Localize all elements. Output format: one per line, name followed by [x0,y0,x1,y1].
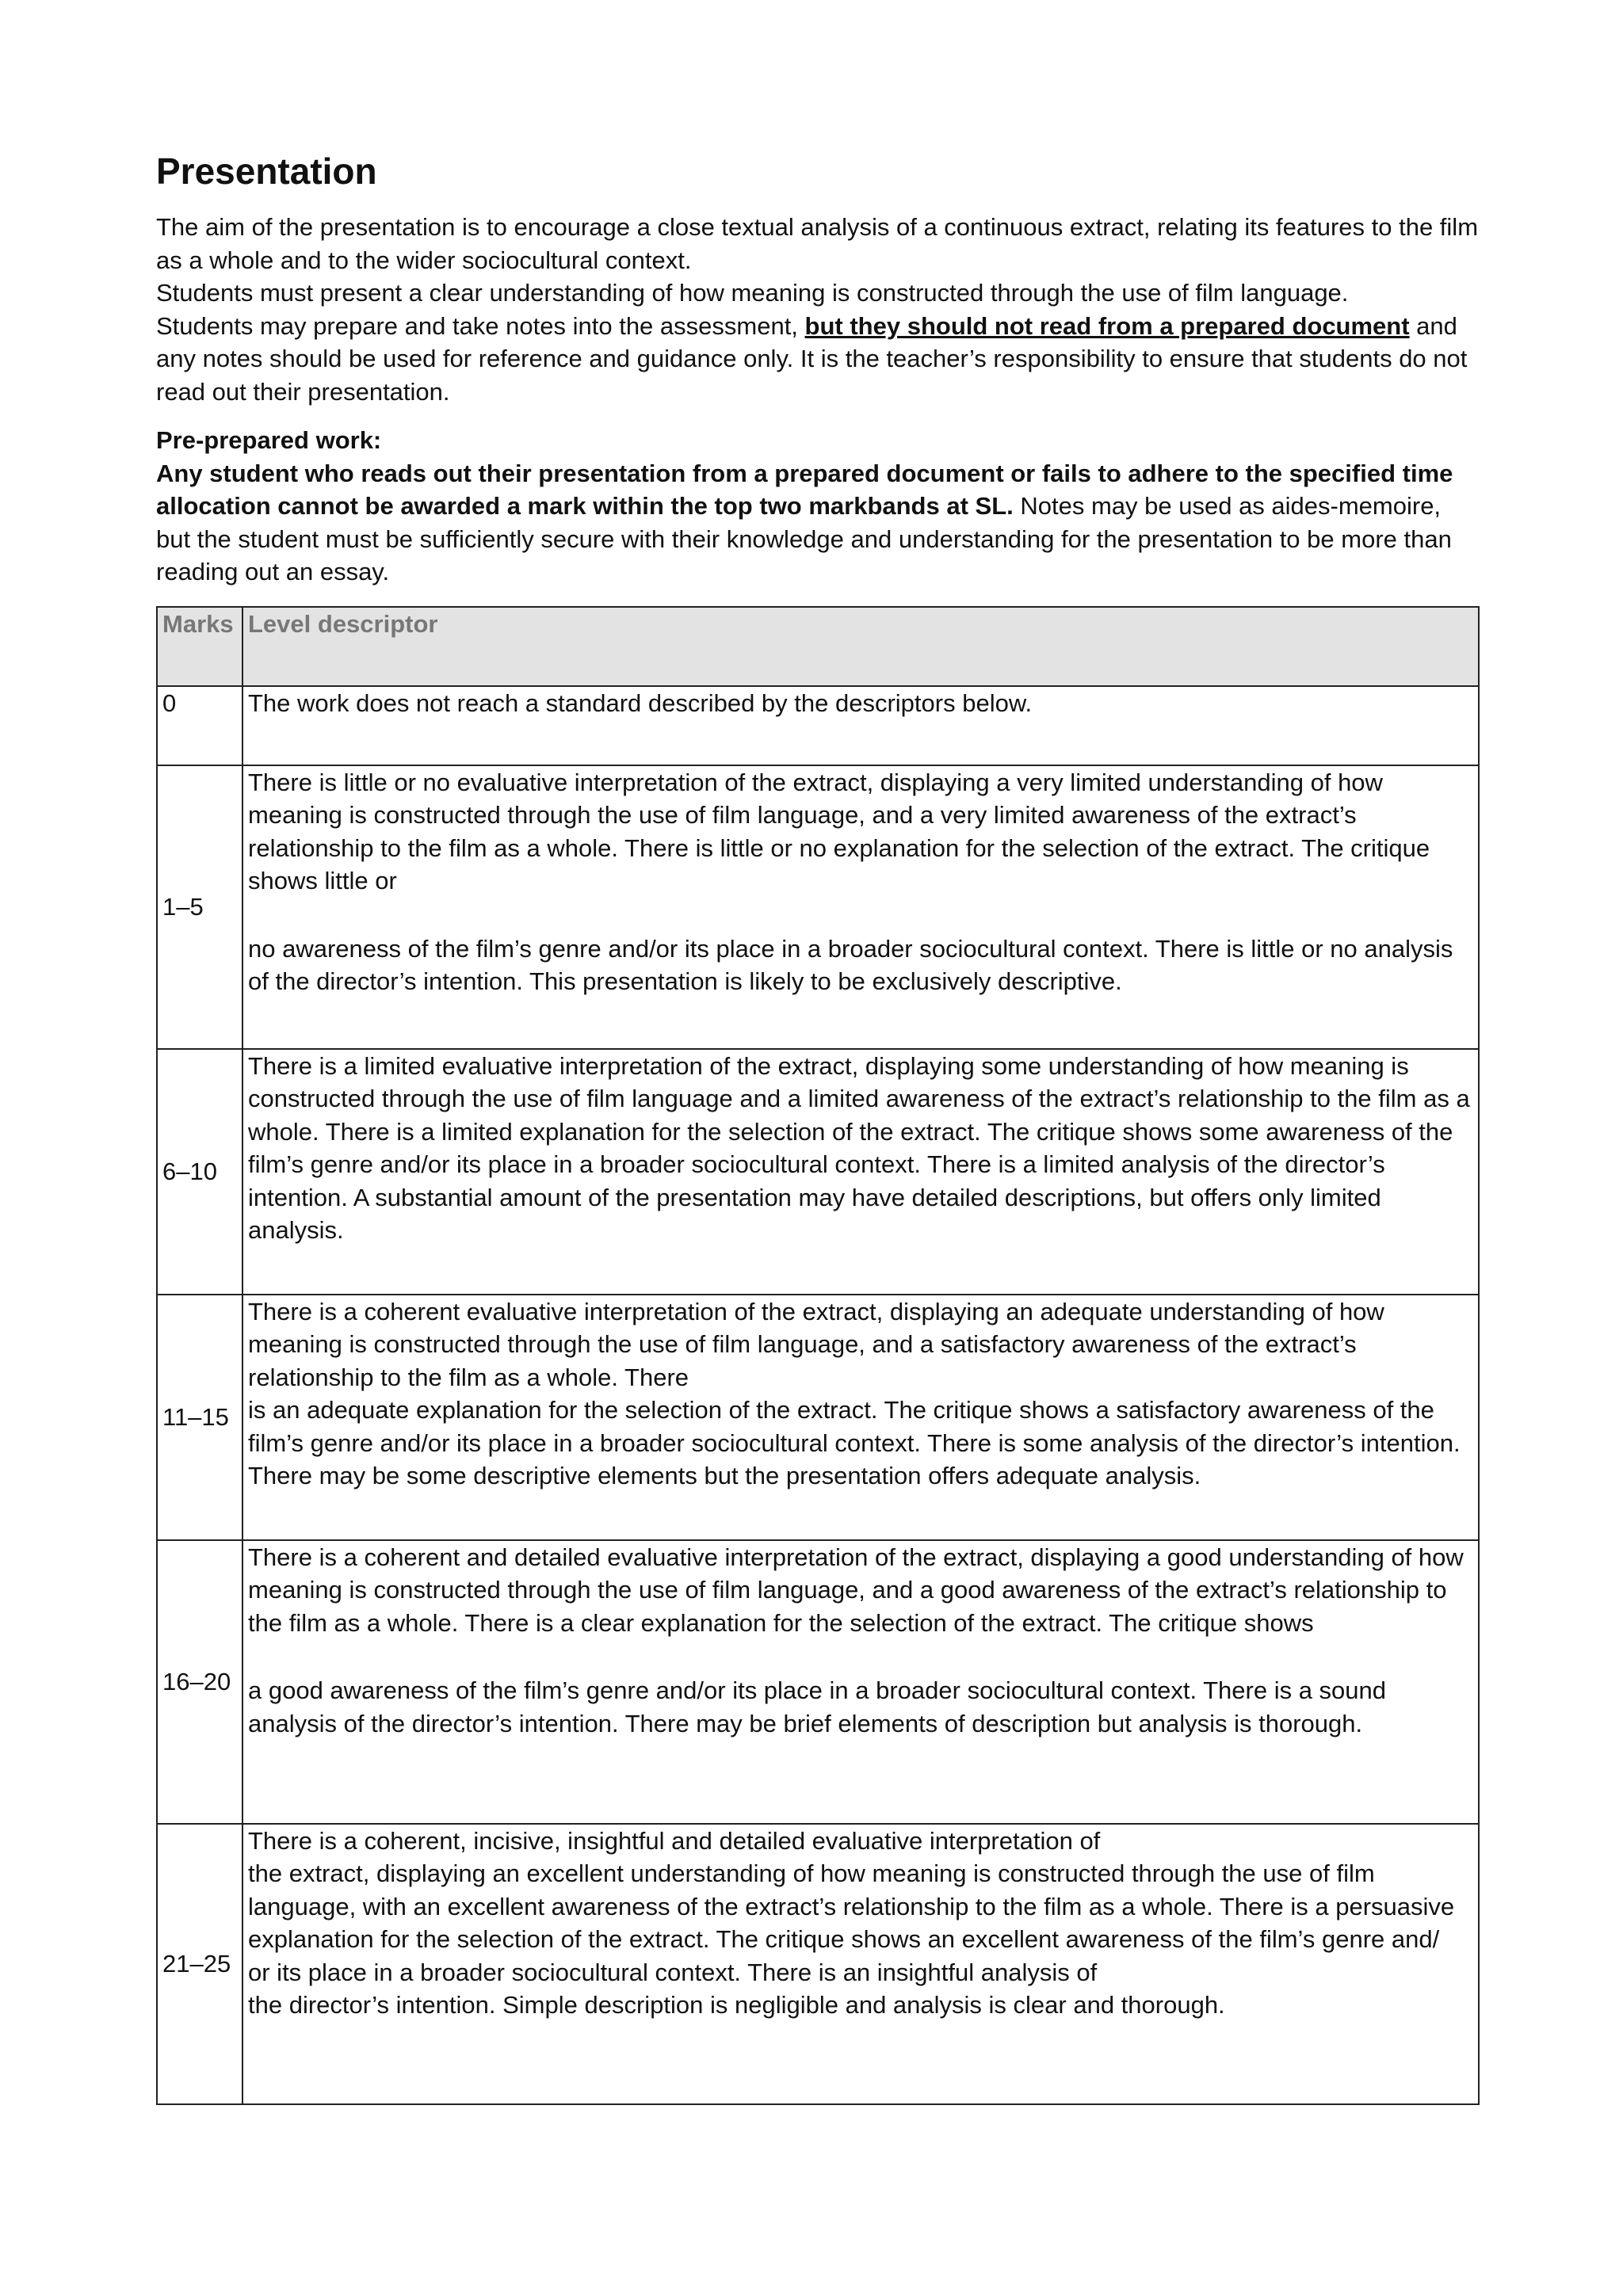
table-row [157,1824,1479,2104]
preprepared-bold-text: Any student who reads out their presentation from a prepared document or fails to adhere to the specified time allocation cannot be awarded a mark within the top two markbands at SL. [156,459,1453,520]
descriptor-cell: There is a limited evaluative interpretation of the extract, displaying some understanding of how meaning is constructed through the use of film language and a limited awareness of the extract’s relationship to the film as a whole. There is a limited explanation for the selection of the extract. The critique shows some awareness of the film’s genre and/or its place in a broader sociocultural context. There is a limited analysis of the director’s intention. A substantial amount of the presentation may have detailed descriptions, but offers only limited analysis. [242,1049,1479,1295]
marks-cell: 1–5 [157,765,242,1049]
markband-table [156,606,1480,2105]
intro-p3-end: and any notes should be used for reference and guidance only. It is the teacher’s responsibility to ensure that students do not read out their presentation. [156,311,1468,406]
descriptor-text-a: There is a coherent and detailed evaluative interpretation of the extract, displaying a good understanding of how meaning is constructed through the use of film language, and a good awareness of the extract’s relationship to the film as a whole. There is a clear explanation for the selection of the extract. The critique shows [248,1543,1464,1637]
intro-section [156,211,1480,408]
marks-cell: 0 [157,686,242,765]
descriptor-cell [242,765,1479,1049]
intro-p3-start: Students may prepare and take notes into the assessment, [156,311,805,340]
marks-cell: 11–15 [157,1295,242,1540]
intro-p3-emphasis: but they should not read from a prepared document [804,311,1410,340]
preprepared-label: Pre-prepared work: [156,426,382,454]
marks-cell: 16–20 [157,1540,242,1824]
table-row [157,1049,1479,1295]
table-row [157,765,1479,1049]
intro-paragraph-3 [156,310,1480,409]
preprepared-section [156,424,1480,589]
descriptor-cell [242,1295,1479,1540]
preprepared-normal-text: Notes may be used as aides-memoire, but the student must be sufficiently secure with their knowledge and understanding for the presentation to be more than reading out an essay. [156,492,1452,585]
descriptor-text-a: There is a coherent evaluative interpretation of the extract, displaying an adequate understanding of how meaning is constructed through the use of film language, and a satisfactory awareness of the extract’s relationship to the film as a whole. There [248,1297,1384,1391]
descriptor-cell [242,1540,1479,1824]
page-title: Presentation [156,151,377,192]
descriptor-text-b: no awareness of the film’s genre and/or its place in a broader sociocultural context. There is little or no analysis of the director’s intention. This presentation is likely to be exclusively descriptive. [248,934,1453,995]
descriptor-line-1: There is a coherent, incisive, insightful and detailed evaluative interpretation of [248,1826,1101,1855]
descriptor-line-4: the director’s intention. Simple description is negligible and analysis is clear and thorough. [248,1991,1225,2019]
descriptor-text-a: There is little or no evaluative interpretation of the extract, displaying a very limited understanding of how meaning is constructed through the use of film language, and a very limited awareness of the extract’s relationship to the film as a whole. There is little or no explanation for the selection of the extract. The critique shows little or [248,768,1430,894]
table-row [157,1540,1479,1824]
document-page [156,149,1480,2105]
descriptor-text-b: a good awareness of the film’s genre and/or its place in a broader sociocultural context. There is a sound analysis of the director’s intention. There may be brief elements of description but analysis is thorough. [248,1676,1387,1737]
table-row [157,1295,1479,1540]
table-header-row [157,607,1479,686]
descriptor-cell [242,1824,1479,2104]
marks-cell: 21–25 [157,1824,242,2104]
descriptor-line-3: or its place in a broader sociocultural context. There is an insightful analysis of [248,1958,1098,1986]
table-row [157,686,1479,765]
descriptor-cell: The work does not reach a standard described by the descriptors below. [242,686,1479,765]
descriptor-line-2: the extract, displaying an excellent understanding of how meaning is constructed through the use of film language, with an excellent awareness of the extract’s relationship to the film as a whole. There is a persuasive explanation for the selection of the extract. The critique shows an excellent awareness of the film’s genre and/ [248,1859,1455,1953]
intro-paragraph-1: The aim of the presentation is to encourage a close textual analysis of a continuous extract, relating its features to the film as a whole and to the wider sociocultural context. [156,213,1479,274]
intro-paragraph-2: Students must present a clear understanding of how meaning is constructed through the use of film language. [156,279,1349,307]
marks-cell: 6–10 [157,1049,242,1295]
descriptor-text-b: is an adequate explanation for the selection of the extract. The critique shows a satisfactory awareness of the film’s genre and/or its place in a broader sociocultural context. There is some analysis of the director’s intention. There may be some descriptive elements but the presentation offers adequate analysis. [248,1396,1461,1489]
preprepared-paragraph [156,457,1480,589]
header-marks: Marks [157,607,242,686]
header-level-descriptor: Level descriptor [242,607,1479,686]
